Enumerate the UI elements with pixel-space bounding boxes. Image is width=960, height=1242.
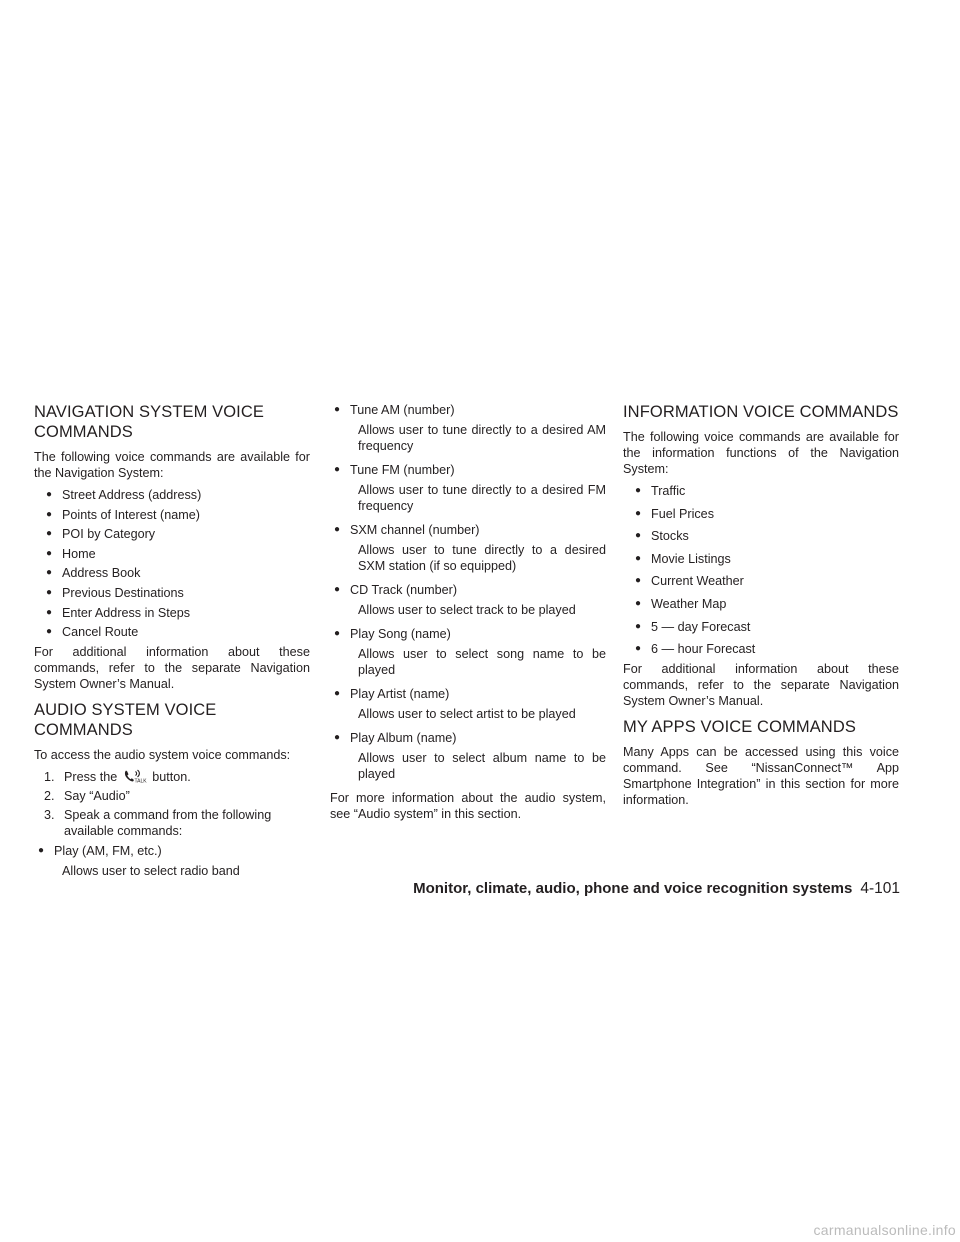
list-item: ● Address Book xyxy=(34,565,310,581)
column-right xyxy=(623,402,899,814)
list-item: ● Tune AM (number) xyxy=(330,402,606,418)
list-item: ● SXM channel (number) xyxy=(330,522,606,538)
list-item: ● Current Weather xyxy=(623,573,899,589)
command-description: Allows user to select artist to be played xyxy=(358,707,576,721)
audio-intro: To access the audio system voice commands: xyxy=(34,748,291,763)
navigation-intro: The following voice commands are available for the Navigation System: xyxy=(34,450,310,480)
audio-command-list-part2 xyxy=(330,402,606,418)
command-description: Allows user to select song name to be played xyxy=(358,647,606,677)
command-description: Allows user to tune directly to a desired FM frequency xyxy=(358,483,606,513)
command-description: Allows user to tune directly to a desired SXM station (if so equipped) xyxy=(358,543,606,573)
footer-section-title: Monitor, climate, audio, phone and voice recognition systems xyxy=(413,880,853,897)
list-item: ● Tune FM (number) xyxy=(330,462,606,478)
audio-heading: AUDIO SYSTEM VOICE COMMANDS xyxy=(34,701,217,740)
list-item: ● Play Song (name) xyxy=(330,626,606,642)
audio-command-group xyxy=(330,730,606,746)
svg-text:TALK: TALK xyxy=(134,778,147,785)
list-item: ● Home xyxy=(34,546,310,562)
navigation-note: For additional information about these commands, refer to the separate Navigation System Owner’s Manual. xyxy=(34,645,310,692)
list-item: ● Play (AM, FM, etc.) xyxy=(34,843,310,859)
page-footer xyxy=(400,880,900,898)
list-item: ● CD Track (number) xyxy=(330,582,606,598)
list-item: ● Enter Address in Steps xyxy=(34,605,310,621)
list-item: ● Play Artist (name) xyxy=(330,686,606,702)
audio-steps xyxy=(34,769,310,839)
column-left xyxy=(34,402,310,887)
step-item: 1. Press the TALK button. xyxy=(44,770,191,785)
audio-command-group xyxy=(330,522,606,538)
information-heading: INFORMATION VOICE COMMANDS xyxy=(623,403,899,421)
list-item: ● Weather Map xyxy=(623,596,899,612)
list-item: ● Previous Destinations xyxy=(34,585,310,601)
column-middle xyxy=(330,402,606,828)
list-item: ● Fuel Prices xyxy=(623,506,899,522)
navigation-command-list xyxy=(34,487,310,640)
information-command-list xyxy=(623,483,899,657)
audio-command-group xyxy=(330,462,606,478)
step-item: 3. Speak a command from the following available commands: xyxy=(44,808,272,839)
step-item: 2. Say “Audio” xyxy=(44,789,130,804)
watermark: carmanualsonline.info xyxy=(813,1222,956,1238)
command-description: Allows user to select radio band xyxy=(62,864,240,879)
information-note: For additional information about these commands, refer to the separate Navigation System Owner’s Manual. xyxy=(623,662,899,709)
list-item: ● Cancel Route xyxy=(34,624,310,640)
myapps-text: Many Apps can be accessed using this voice command. See “NissanConnect™ App Smartphone Integration” in this section for more information. xyxy=(623,745,899,808)
myapps-heading: MY APPS VOICE COMMANDS xyxy=(623,718,856,737)
list-item: ● Stocks xyxy=(623,528,899,544)
command-description: Allows user to tune directly to a desired AM frequency xyxy=(358,423,606,453)
list-item: ● POI by Category xyxy=(34,526,310,542)
list-item: ● Points of Interest (name) xyxy=(34,507,310,523)
list-item: ● Street Address (address) xyxy=(34,487,310,503)
audio-command-group xyxy=(330,626,606,642)
list-item: ● Traffic xyxy=(623,483,899,499)
audio-command-group xyxy=(330,686,606,702)
audio-command-group xyxy=(330,582,606,598)
command-description: Allows user to select album name to be played xyxy=(358,751,606,781)
list-item: ● Movie Listings xyxy=(623,551,899,567)
audio-command-list-part1 xyxy=(34,843,310,859)
list-item: ● 5 — day Forecast xyxy=(623,619,899,635)
command-description: Allows user to select track to be played xyxy=(358,603,576,617)
audio-note: For more information about the audio system, see “Audio system” in this section. xyxy=(330,791,606,821)
list-item: ● Play Album (name) xyxy=(330,730,606,746)
talk-phone-icon xyxy=(123,769,145,783)
page-number: 4-101 xyxy=(860,880,900,897)
navigation-heading: NAVIGATION SYSTEM VOICE COMMANDS xyxy=(34,403,264,441)
list-item: ● 6 — hour Forecast xyxy=(623,641,899,657)
information-intro: The following voice commands are available for the information functions of the Navigation System: xyxy=(623,430,899,476)
